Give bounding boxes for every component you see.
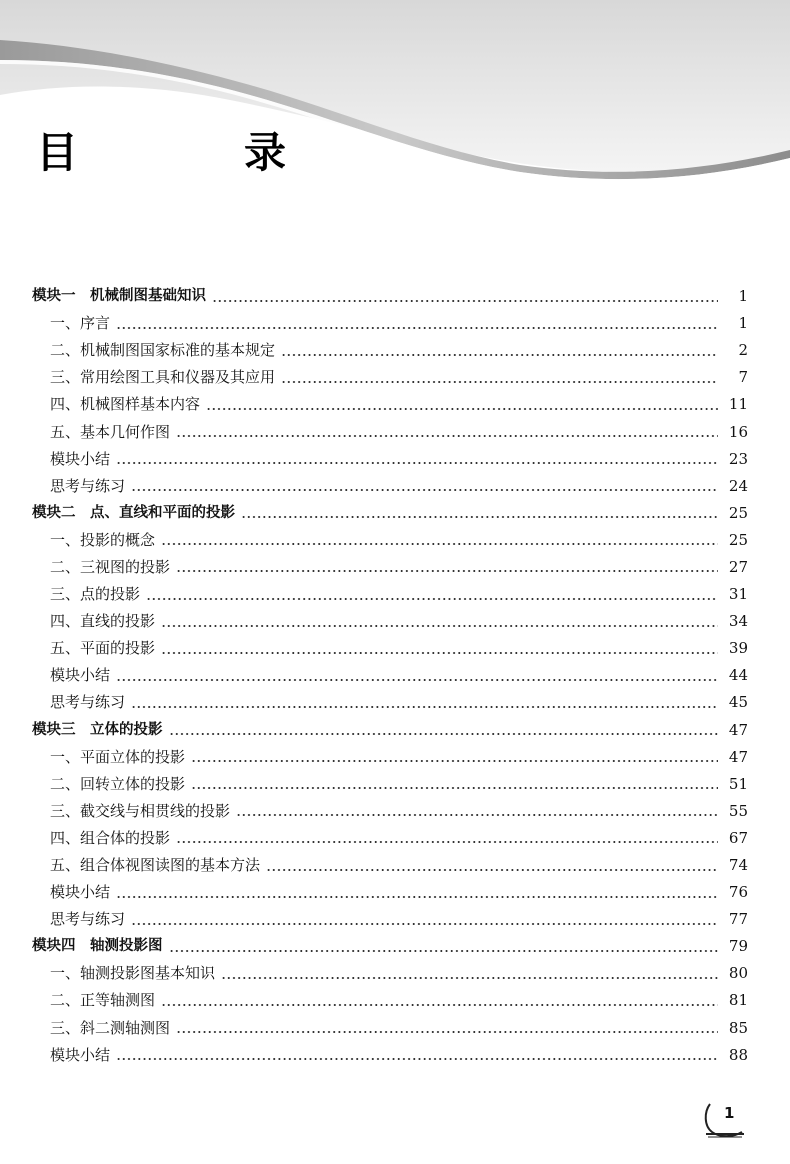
toc-leader-dots bbox=[116, 1058, 718, 1060]
toc-entry-title: 模块三 立体的投影 bbox=[32, 721, 163, 738]
toc-leader-dots bbox=[161, 625, 718, 627]
toc-module-entry bbox=[0, 283, 790, 310]
toc-entry bbox=[0, 744, 790, 771]
toc-entry bbox=[0, 852, 790, 879]
toc-entry bbox=[0, 960, 790, 987]
toc-entry-title: 五、组合体视图读图的基本方法 bbox=[50, 856, 261, 875]
toc-leader-dots bbox=[206, 408, 718, 410]
toc-page-number: 2 bbox=[738, 341, 748, 360]
toc-leader-dots bbox=[176, 1031, 718, 1033]
toc-page-number: 47 bbox=[728, 747, 748, 766]
toc-leader-dots bbox=[212, 300, 718, 302]
toc-entry bbox=[0, 391, 790, 418]
toc-page-number: 77 bbox=[728, 910, 748, 929]
toc-page-number: 55 bbox=[728, 801, 748, 820]
toc-entry bbox=[0, 689, 790, 716]
toc-page-number: 80 bbox=[728, 964, 748, 983]
page-number: 1 bbox=[724, 1104, 735, 1122]
page-title: 目 录 bbox=[36, 128, 349, 177]
toc-entry bbox=[0, 662, 790, 689]
toc-leader-dots bbox=[116, 327, 718, 329]
toc-module-entry bbox=[0, 500, 790, 527]
toc-entry bbox=[0, 1042, 790, 1069]
toc-leader-dots bbox=[191, 787, 718, 789]
toc-entry-title: 二、回转立体的投影 bbox=[50, 774, 186, 793]
toc-leader-dots bbox=[131, 923, 718, 925]
toc-entry bbox=[0, 446, 790, 473]
toc-leader-dots bbox=[236, 814, 718, 816]
toc-entry bbox=[0, 1015, 790, 1042]
toc-page-number: 74 bbox=[728, 856, 748, 875]
toc-entry-title: 一、投影的概念 bbox=[50, 530, 156, 549]
toc-entry-title: 思考与练习 bbox=[50, 910, 126, 929]
toc-page-number: 79 bbox=[728, 937, 748, 956]
toc-leader-dots bbox=[176, 841, 718, 843]
toc-entry bbox=[0, 798, 790, 825]
toc-leader-dots bbox=[281, 381, 718, 383]
toc-entry-title: 三、常用绘图工具和仪器及其应用 bbox=[50, 368, 276, 387]
toc-entry-title: 二、三视图的投影 bbox=[50, 557, 171, 576]
toc-page-number: 24 bbox=[728, 476, 748, 495]
toc-leader-dots bbox=[221, 977, 718, 979]
toc-module-entry bbox=[0, 717, 790, 744]
toc-page-number: 23 bbox=[728, 449, 748, 468]
toc-entry-title: 五、基本几何作图 bbox=[50, 422, 171, 441]
toc-entry bbox=[0, 418, 790, 445]
toc-entry-title: 一、轴测投影图基本知识 bbox=[50, 964, 216, 983]
toc-page-number: 7 bbox=[738, 368, 748, 387]
toc-leader-dots bbox=[169, 950, 719, 952]
toc-leader-dots bbox=[161, 1004, 718, 1006]
toc-leader-dots bbox=[191, 760, 718, 762]
toc-leader-dots bbox=[131, 489, 718, 491]
toc-entry-title: 模块小结 bbox=[50, 449, 111, 468]
toc-leader-dots bbox=[131, 706, 718, 708]
toc-entry-title: 五、平面的投影 bbox=[50, 639, 156, 658]
toc-page-number: 47 bbox=[728, 720, 748, 739]
toc-entry-title: 四、直线的投影 bbox=[50, 612, 156, 631]
toc-page-number: 44 bbox=[728, 666, 748, 685]
toc-entry-title: 思考与练习 bbox=[50, 693, 126, 712]
toc-page-number: 51 bbox=[728, 774, 748, 793]
toc-entry-title: 四、机械图样基本内容 bbox=[50, 395, 201, 414]
toc-entry bbox=[0, 906, 790, 933]
toc-leader-dots bbox=[161, 652, 718, 654]
toc-leader-dots bbox=[266, 869, 718, 871]
toc-page-number: 76 bbox=[728, 883, 748, 902]
toc-entry-title: 模块小结 bbox=[50, 1045, 111, 1064]
toc-entry-title: 三、截交线与相贯线的投影 bbox=[50, 801, 231, 820]
toc-entry-title: 二、正等轴测图 bbox=[50, 991, 156, 1010]
toc-page-number: 85 bbox=[728, 1018, 748, 1037]
toc-leader-dots bbox=[241, 516, 718, 518]
toc-leader-dots bbox=[281, 354, 718, 356]
toc-page-number: 31 bbox=[728, 585, 748, 604]
table-of-contents bbox=[0, 283, 790, 1069]
toc-leader-dots bbox=[176, 570, 718, 572]
toc-module-entry bbox=[0, 933, 790, 960]
toc-page-number: 11 bbox=[728, 395, 748, 414]
toc-page-number: 34 bbox=[728, 612, 748, 631]
toc-entry-title: 三、斜二测轴测图 bbox=[50, 1018, 171, 1037]
toc-leader-dots bbox=[161, 543, 718, 545]
toc-entry-title: 二、机械制图国家标准的基本规定 bbox=[50, 341, 276, 360]
toc-entry bbox=[0, 310, 790, 337]
toc-entry-title: 四、组合体的投影 bbox=[50, 828, 171, 847]
toc-leader-dots bbox=[116, 679, 718, 681]
toc-entry bbox=[0, 771, 790, 798]
toc-page-number: 16 bbox=[728, 422, 748, 441]
toc-entry-title: 模块小结 bbox=[50, 666, 111, 685]
toc-entry-title: 模块小结 bbox=[50, 883, 111, 902]
toc-page-number: 25 bbox=[728, 503, 748, 522]
toc-entry bbox=[0, 527, 790, 554]
toc-entry bbox=[0, 987, 790, 1014]
toc-entry-title: 思考与练习 bbox=[50, 476, 126, 495]
toc-page-number: 25 bbox=[728, 530, 748, 549]
toc-leader-dots bbox=[116, 896, 718, 898]
toc-page-number: 67 bbox=[728, 828, 748, 847]
toc-page-number: 45 bbox=[728, 693, 748, 712]
toc-leader-dots bbox=[176, 435, 718, 437]
toc-entry bbox=[0, 635, 790, 662]
toc-entry bbox=[0, 608, 790, 635]
toc-entry bbox=[0, 337, 790, 364]
toc-entry bbox=[0, 581, 790, 608]
toc-entry-title: 模块一 机械制图基础知识 bbox=[32, 288, 206, 305]
toc-page-number: 81 bbox=[728, 991, 748, 1010]
toc-entry bbox=[0, 825, 790, 852]
toc-page-number: 1 bbox=[738, 287, 748, 306]
toc-entry-title: 模块二 点、直线和平面的投影 bbox=[32, 504, 235, 521]
toc-entry bbox=[0, 473, 790, 500]
toc-page-number: 88 bbox=[728, 1045, 748, 1064]
toc-entry bbox=[0, 879, 790, 906]
toc-page-number: 39 bbox=[728, 639, 748, 658]
toc-leader-dots bbox=[146, 598, 718, 600]
toc-entry bbox=[0, 364, 790, 391]
toc-page-number: 27 bbox=[728, 557, 748, 576]
toc-entry-title: 一、平面立体的投影 bbox=[50, 747, 186, 766]
toc-entry bbox=[0, 554, 790, 581]
toc-entry-title: 一、序言 bbox=[50, 314, 111, 333]
toc-leader-dots bbox=[169, 733, 719, 735]
toc-entry-title: 模块四 轴测投影图 bbox=[32, 938, 163, 955]
toc-page-number: 1 bbox=[738, 314, 748, 333]
toc-entry-title: 三、点的投影 bbox=[50, 585, 141, 604]
toc-leader-dots bbox=[116, 462, 718, 464]
